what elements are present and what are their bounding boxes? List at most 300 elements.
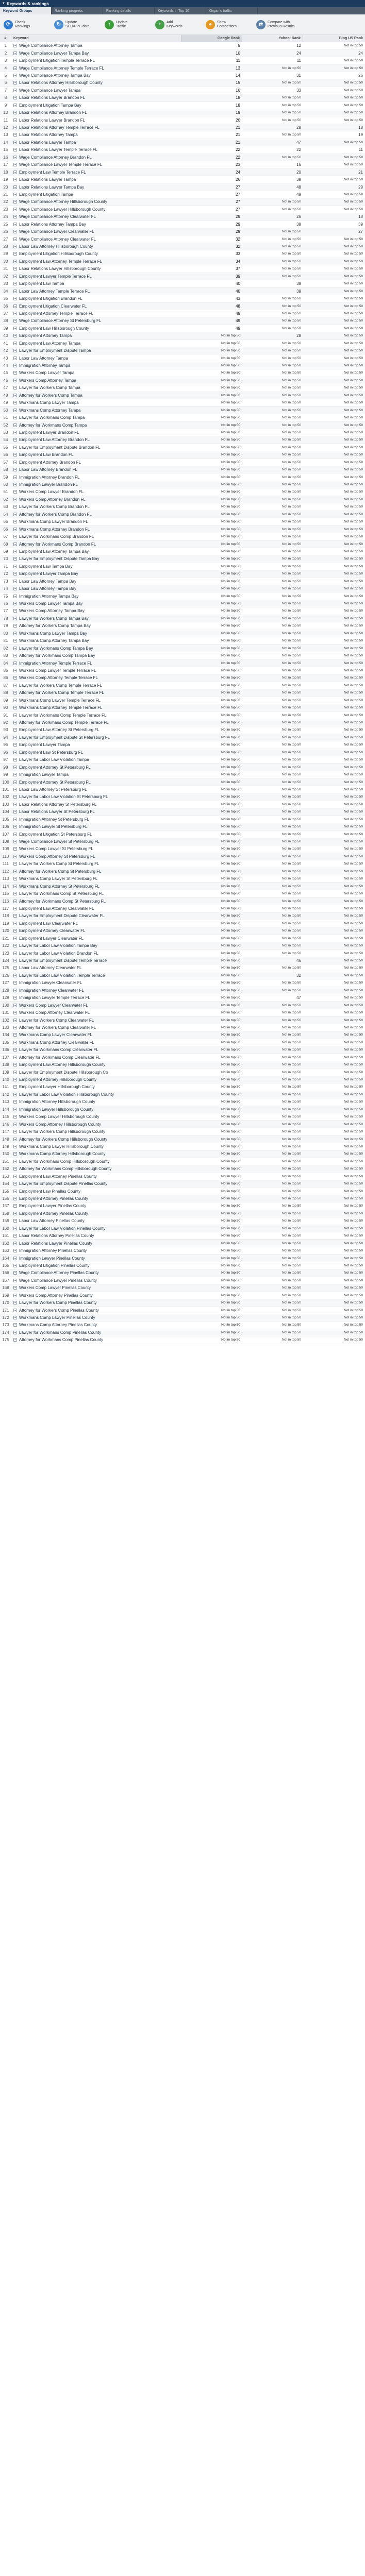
- table-row[interactable]: [0, 102, 365, 109]
- keyword-icon: [13, 498, 17, 501]
- bing-rank-cell: Not in top 50: [344, 364, 363, 368]
- table-row[interactable]: [0, 920, 365, 927]
- table-row[interactable]: [0, 1024, 365, 1031]
- table-row[interactable]: [0, 860, 365, 868]
- table-row[interactable]: [0, 719, 365, 726]
- row-number-cell: 22: [3, 199, 8, 205]
- table-row[interactable]: [0, 459, 365, 466]
- table-row[interactable]: [0, 340, 365, 347]
- table-row[interactable]: [0, 1143, 365, 1150]
- table-row[interactable]: [0, 734, 365, 741]
- keyword-icon: [13, 996, 17, 999]
- column-header-bing-rank[interactable]: Bing US Rank: [339, 37, 363, 40]
- keyword-icon: [13, 59, 17, 62]
- table-row[interactable]: [0, 950, 365, 957]
- table-row[interactable]: [0, 756, 365, 764]
- table-row[interactable]: [0, 1016, 365, 1024]
- check-rankings-button[interactable]: [2, 17, 53, 32]
- table-row[interactable]: [0, 250, 365, 258]
- row-number-cell: 117: [2, 906, 9, 911]
- keyword-text: Workers Comp Lawyer Pinellas County: [19, 1285, 91, 1291]
- keyword-icon: [13, 267, 17, 270]
- table-row[interactable]: [0, 198, 365, 206]
- table-row[interactable]: [0, 637, 365, 645]
- keyword-icon: [13, 1048, 17, 1052]
- row-number-cell: 43: [3, 355, 8, 361]
- table-row[interactable]: [0, 392, 365, 399]
- keyword-cell: [11, 170, 181, 175]
- table-row[interactable]: [0, 793, 365, 801]
- yahoo-rank-cell: Not in top 50: [282, 854, 301, 858]
- table-row[interactable]: [0, 1150, 365, 1158]
- row-number-cell: 31: [3, 266, 8, 272]
- google-rank-cell: Not in top 50: [221, 1330, 240, 1334]
- keyword-text: Lawyer for Employment Dispute Tampa: [19, 348, 91, 353]
- table-row[interactable]: [0, 704, 365, 711]
- keyword-text: Lawyer for Workers Comp Brandon FL: [19, 504, 90, 510]
- table-row[interactable]: [0, 72, 365, 79]
- keyword-text: Workers Comp Attorney Clearwater FL: [19, 1010, 90, 1015]
- table-row[interactable]: [0, 659, 365, 667]
- keyword-text: Wage Compliance Attorney Tampa: [19, 43, 82, 48]
- yahoo-rank-cell: Not in top 50: [282, 691, 301, 695]
- table-row[interactable]: [0, 1262, 365, 1269]
- table-row[interactable]: [0, 168, 365, 176]
- add-keywords-button[interactable]: [154, 17, 204, 32]
- table-row[interactable]: [0, 466, 365, 473]
- table-row[interactable]: [0, 592, 365, 600]
- row-number-cell: 140: [2, 1077, 9, 1082]
- keyword-cell: [11, 579, 181, 584]
- table-row[interactable]: [0, 972, 365, 979]
- keyword-icon: [13, 1301, 17, 1304]
- google-rank-cell: Not in top 50: [221, 594, 240, 598]
- table-row[interactable]: [0, 1240, 365, 1247]
- table-row[interactable]: [0, 265, 365, 273]
- table-row[interactable]: [0, 1054, 365, 1061]
- table-row[interactable]: [0, 1039, 365, 1046]
- toolbar-button-label: Update Traffic: [116, 20, 128, 28]
- table-row[interactable]: [0, 310, 365, 317]
- yahoo-rank-cell: 48: [296, 184, 301, 190]
- table-row[interactable]: [0, 362, 365, 369]
- table-row[interactable]: [0, 1329, 365, 1336]
- table-row[interactable]: [0, 555, 365, 563]
- update-traffic-button[interactable]: [103, 17, 154, 32]
- table-row[interactable]: [0, 1069, 365, 1076]
- table-row[interactable]: [0, 1225, 365, 1232]
- table-row[interactable]: [0, 1307, 365, 1314]
- table-row[interactable]: [0, 161, 365, 168]
- google-rank-cell: Not in top 50: [221, 1107, 240, 1111]
- table-row[interactable]: [0, 1061, 365, 1069]
- bing-rank-cell: Not in top 50: [344, 1234, 363, 1238]
- table-row[interactable]: [0, 488, 365, 496]
- table-row[interactable]: [0, 912, 365, 920]
- tab-ranking-progress[interactable]: Ranking progress: [52, 7, 103, 14]
- keyword-icon: [13, 81, 17, 84]
- table-row[interactable]: [0, 146, 365, 154]
- column-header-number[interactable]: #: [0, 35, 11, 42]
- google-rank-cell: Not in top 50: [221, 1122, 240, 1126]
- table-row[interactable]: [0, 883, 365, 890]
- table-row[interactable]: [0, 1277, 365, 1284]
- table-row[interactable]: [0, 444, 365, 451]
- keyword-cell: [11, 1181, 181, 1186]
- keyword-cell: [11, 274, 181, 279]
- table-row[interactable]: [0, 585, 365, 592]
- keyword-cell: [11, 1025, 181, 1030]
- table-row[interactable]: [0, 109, 365, 116]
- keyword-cell: [11, 1278, 181, 1283]
- yahoo-rank-cell: Not in top 50: [282, 1263, 301, 1267]
- keyword-icon: [13, 141, 17, 144]
- table-row[interactable]: [0, 578, 365, 585]
- bing-rank-cell: Not in top 50: [344, 787, 363, 791]
- row-number-cell: 1: [4, 43, 7, 48]
- keyword-text: Lawyer for Employment Dispute Tampa Bay: [19, 556, 99, 562]
- table-row[interactable]: [0, 354, 365, 362]
- column-header-google-rank[interactable]: Google Rank: [181, 35, 242, 42]
- table-row[interactable]: [0, 1210, 365, 1217]
- table-row[interactable]: [0, 1202, 365, 1210]
- row-number-cell: 83: [3, 653, 8, 658]
- table-row[interactable]: [0, 436, 365, 444]
- yahoo-rank-cell: 28: [296, 333, 301, 338]
- row-number-cell: 7: [4, 88, 7, 93]
- table-row[interactable]: [0, 1195, 365, 1202]
- keyword-icon: [13, 1093, 17, 1096]
- table-row[interactable]: [0, 630, 365, 637]
- row-number-cell: 63: [3, 504, 8, 510]
- bing-rank-cell: Not in top 50: [344, 572, 363, 576]
- table-row[interactable]: [0, 749, 365, 756]
- table-row[interactable]: [0, 414, 365, 421]
- table-row[interactable]: [0, 176, 365, 183]
- yahoo-rank-cell: Not in top 50: [282, 557, 301, 561]
- keyword-text: Labor Relations Lawyer Brandon FL: [19, 117, 86, 123]
- bing-rank-cell: Not in top 50: [344, 245, 363, 249]
- google-rank-cell: Not in top 50: [221, 683, 240, 687]
- keyword-icon: [13, 1271, 17, 1275]
- row-number-cell: 119: [2, 921, 9, 926]
- table-row[interactable]: [0, 1076, 365, 1083]
- table-row[interactable]: [0, 1217, 365, 1225]
- table-row[interactable]: [0, 1284, 365, 1292]
- table-row[interactable]: [0, 1098, 365, 1106]
- table-row[interactable]: [0, 994, 365, 1002]
- table-row[interactable]: [0, 890, 365, 897]
- table-row[interactable]: [0, 689, 365, 697]
- column-header-yahoo-rank[interactable]: Yahoo! Rank: [242, 35, 303, 42]
- google-rank-cell: Not in top 50: [221, 1189, 240, 1193]
- table-row[interactable]: [0, 317, 365, 325]
- table-row[interactable]: [0, 674, 365, 682]
- table-row[interactable]: [0, 1255, 365, 1262]
- table-row[interactable]: [0, 801, 365, 808]
- row-number-cell: 18: [3, 170, 8, 175]
- table-row[interactable]: [0, 384, 365, 392]
- row-number-cell: 79: [3, 623, 8, 629]
- table-row[interactable]: [0, 741, 365, 749]
- table-row[interactable]: [0, 280, 365, 287]
- table-row[interactable]: [0, 764, 365, 771]
- yahoo-rank-cell: Not in top 50: [282, 237, 301, 241]
- bing-rank-cell: Not in top 50: [344, 1159, 363, 1163]
- table-row[interactable]: [0, 1232, 365, 1240]
- table-row[interactable]: [0, 183, 365, 191]
- google-rank-cell: Not in top 50: [221, 698, 240, 702]
- table-row[interactable]: [0, 1314, 365, 1321]
- column-header-keyword[interactable]: Keyword: [11, 35, 181, 42]
- tab-keyword-groups[interactable]: Keyword Groups: [0, 7, 52, 14]
- yahoo-rank-cell: Not in top 50: [282, 1308, 301, 1312]
- google-rank-cell: Not in top 50: [221, 579, 240, 583]
- row-number-cell: 52: [3, 422, 8, 428]
- bing-rank-cell: Not in top 50: [344, 1182, 363, 1186]
- table-row[interactable]: [0, 667, 365, 674]
- table-row[interactable]: [0, 221, 365, 228]
- table-row[interactable]: [0, 139, 365, 146]
- bing-rank-cell: Not in top 50: [344, 311, 363, 315]
- table-row[interactable]: [0, 853, 365, 860]
- google-rank-cell: Not in top 50: [221, 951, 240, 955]
- keyword-text: Immigration Lawyer Clearwater FL: [19, 980, 82, 986]
- table-row[interactable]: [0, 726, 365, 734]
- table-row[interactable]: [0, 496, 365, 503]
- update-data-button[interactable]: [53, 17, 103, 32]
- table-row[interactable]: [0, 406, 365, 414]
- table-row[interactable]: [0, 831, 365, 838]
- table-row[interactable]: [0, 808, 365, 816]
- table-row[interactable]: [0, 1292, 365, 1299]
- table-row[interactable]: [0, 451, 365, 459]
- keyword-icon: [13, 602, 17, 605]
- table-row[interactable]: [0, 295, 365, 302]
- table-row[interactable]: [0, 533, 365, 540]
- bing-rank-cell: Not in top 50: [344, 460, 363, 464]
- keyword-cell: [11, 661, 181, 666]
- table-row[interactable]: [0, 1299, 365, 1307]
- table-row[interactable]: [0, 823, 365, 831]
- table-row[interactable]: [0, 942, 365, 950]
- table-row[interactable]: [0, 42, 365, 49]
- table-row[interactable]: [0, 332, 365, 340]
- table-row[interactable]: [0, 964, 365, 972]
- table-row[interactable]: [0, 235, 365, 243]
- table-row[interactable]: [0, 1031, 365, 1039]
- table-row[interactable]: [0, 652, 365, 659]
- table-row[interactable]: [0, 1128, 365, 1136]
- table-row[interactable]: [0, 1158, 365, 1165]
- bing-rank-cell: Not in top 50: [344, 118, 363, 122]
- table-row[interactable]: [0, 600, 365, 607]
- bing-rank-cell: Not in top 50: [344, 973, 363, 977]
- bing-rank-cell: Not in top 50: [344, 378, 363, 382]
- table-row[interactable]: [0, 94, 365, 101]
- show-competitors-button[interactable]: [204, 17, 255, 32]
- keyword-icon: [13, 699, 17, 702]
- table-row[interactable]: [0, 570, 365, 578]
- table-row[interactable]: [0, 563, 365, 570]
- table-row[interactable]: [0, 816, 365, 823]
- table-row[interactable]: [0, 481, 365, 488]
- table-row[interactable]: [0, 57, 365, 64]
- google-rank-cell: 5: [238, 43, 240, 48]
- yahoo-rank-cell: Not in top 50: [282, 706, 301, 710]
- table-row[interactable]: [0, 429, 365, 436]
- tab-organic-traffic[interactable]: Organic traffic: [206, 7, 258, 14]
- table-row[interactable]: [0, 243, 365, 250]
- table-row[interactable]: [0, 377, 365, 384]
- table-row[interactable]: [0, 325, 365, 332]
- table-row[interactable]: [0, 1188, 365, 1195]
- row-number-cell: 92: [3, 720, 8, 725]
- table-row[interactable]: [0, 347, 365, 354]
- table-row[interactable]: [0, 511, 365, 518]
- compare-button[interactable]: [255, 17, 305, 32]
- tab-ranking-details[interactable]: Ranking details: [103, 7, 155, 14]
- table-row[interactable]: [0, 905, 365, 912]
- table-row[interactable]: [0, 897, 365, 905]
- table-row[interactable]: [0, 540, 365, 548]
- table-row[interactable]: [0, 607, 365, 615]
- table-row[interactable]: [0, 771, 365, 778]
- row-number-cell: 153: [2, 1174, 9, 1179]
- keyword-icon: [13, 1257, 17, 1260]
- google-rank-cell: Not in top 50: [221, 631, 240, 635]
- table-row[interactable]: [0, 518, 365, 526]
- keyword-cell: [11, 683, 181, 688]
- keyword-cell: [11, 110, 181, 115]
- table-row[interactable]: [0, 154, 365, 161]
- google-rank-cell: 49: [236, 318, 240, 324]
- table-row[interactable]: [0, 622, 365, 630]
- row-number-cell: 54: [3, 437, 8, 443]
- table-row[interactable]: [0, 1173, 365, 1180]
- table-row[interactable]: [0, 697, 365, 704]
- table-row[interactable]: [0, 987, 365, 994]
- keyword-icon: [13, 416, 17, 419]
- table-row[interactable]: [0, 1180, 365, 1188]
- keyword-icon: [13, 1286, 17, 1290]
- table-row[interactable]: [0, 116, 365, 124]
- table-row[interactable]: [0, 548, 365, 555]
- bing-rank-cell: 11: [358, 147, 363, 152]
- table-row[interactable]: [0, 645, 365, 652]
- table-row[interactable]: [0, 615, 365, 622]
- row-number-cell: 124: [2, 958, 9, 963]
- keyword-icon: [13, 974, 17, 977]
- keyword-text: Employment Law Brandon FL: [19, 452, 74, 457]
- table-row[interactable]: [0, 1247, 365, 1255]
- tab-keywords-top-10[interactable]: Keywords in Top 10: [155, 7, 206, 14]
- table-row[interactable]: [0, 1002, 365, 1009]
- table-row[interactable]: [0, 206, 365, 213]
- google-rank-cell: Not in top 50: [221, 787, 240, 791]
- table-row[interactable]: [0, 868, 365, 875]
- google-rank-cell: Not in top 50: [221, 825, 240, 829]
- table-row[interactable]: [0, 927, 365, 935]
- table-row[interactable]: [0, 228, 365, 235]
- table-row[interactable]: [0, 1009, 365, 1016]
- table-row[interactable]: [0, 1336, 365, 1344]
- table-row[interactable]: [0, 1046, 365, 1054]
- table-row[interactable]: [0, 786, 365, 793]
- table-row[interactable]: [0, 1121, 365, 1128]
- row-number-cell: 77: [3, 608, 8, 614]
- keyword-text: Attorney for Workmans Comp Clearwater FL: [19, 1055, 101, 1060]
- table-row[interactable]: [0, 64, 365, 72]
- google-rank-cell: Not in top 50: [221, 1092, 240, 1096]
- row-number-cell: 29: [3, 251, 8, 257]
- table-row[interactable]: [0, 875, 365, 883]
- bing-rank-cell: Not in top 50: [344, 802, 363, 806]
- table-row[interactable]: [0, 838, 365, 845]
- keyword-cell: [11, 869, 181, 874]
- table-row[interactable]: [0, 1165, 365, 1173]
- table-row[interactable]: [0, 49, 365, 57]
- keyword-cell: [11, 965, 181, 970]
- bing-rank-cell: Not in top 50: [344, 1301, 363, 1305]
- table-row[interactable]: [0, 124, 365, 131]
- table-row[interactable]: [0, 845, 365, 853]
- table-row[interactable]: [0, 682, 365, 689]
- table-row[interactable]: [0, 778, 365, 786]
- bing-rank-cell: Not in top 50: [344, 795, 363, 799]
- bing-rank-cell: Not in top 50: [344, 906, 363, 910]
- row-number-cell: 20: [3, 184, 8, 190]
- keyword-cell: [11, 899, 181, 904]
- table-row[interactable]: [0, 421, 365, 429]
- yahoo-rank-cell: 31: [296, 73, 301, 78]
- table-row[interactable]: [0, 526, 365, 533]
- row-number-cell: 146: [2, 1122, 9, 1127]
- table-row[interactable]: [0, 1136, 365, 1143]
- table-row[interactable]: [0, 302, 365, 310]
- yahoo-rank-cell: Not in top 50: [282, 1159, 301, 1163]
- table-row[interactable]: [0, 87, 365, 94]
- table-row[interactable]: [0, 1269, 365, 1277]
- row-number-cell: 114: [2, 884, 9, 889]
- table-row[interactable]: [0, 1113, 365, 1121]
- row-number-cell: 148: [2, 1137, 9, 1142]
- table-row[interactable]: [0, 79, 365, 87]
- table-row[interactable]: [0, 1321, 365, 1329]
- table-row[interactable]: [0, 258, 365, 265]
- table-row[interactable]: [0, 213, 365, 221]
- table-row[interactable]: [0, 473, 365, 481]
- table-row[interactable]: [0, 1083, 365, 1091]
- collapse-arrow-icon[interactable]: ▼: [2, 2, 5, 5]
- table-row[interactable]: [0, 131, 365, 139]
- google-rank-cell: 33: [236, 251, 240, 257]
- table-row[interactable]: [0, 369, 365, 377]
- table-row[interactable]: [0, 979, 365, 987]
- table-row[interactable]: [0, 935, 365, 942]
- table-row[interactable]: [0, 191, 365, 198]
- bing-rank-cell: Not in top 50: [344, 103, 363, 107]
- table-row[interactable]: [0, 399, 365, 406]
- table-row[interactable]: [0, 1106, 365, 1113]
- table-row[interactable]: [0, 957, 365, 964]
- table-row[interactable]: [0, 503, 365, 511]
- table-row[interactable]: [0, 287, 365, 295]
- table-row[interactable]: [0, 711, 365, 719]
- keyword-icon: [13, 1197, 17, 1200]
- table-row[interactable]: [0, 273, 365, 280]
- table-row[interactable]: [0, 1091, 365, 1098]
